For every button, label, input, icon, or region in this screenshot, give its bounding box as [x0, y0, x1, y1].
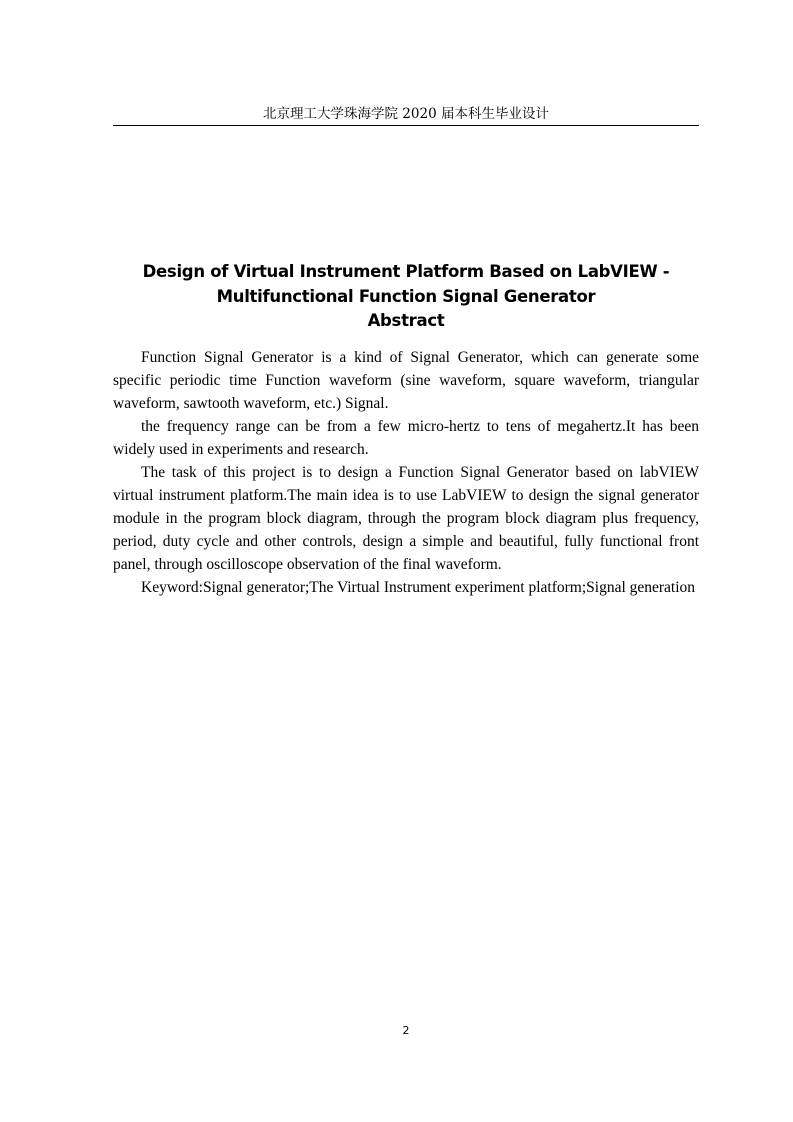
title-block [113, 260, 699, 334]
keywords-paragraph: Keyword:Signal generator;The Virtual Instrument experiment platform;Signal generation [141, 579, 696, 596]
abstract-heading: Abstract [367, 311, 445, 330]
page-number: 2 [402, 1024, 410, 1037]
title-line-2: Multifunctional Function Signal Generator [216, 286, 596, 306]
abstract-paragraph-2: the frequency range can be from a few micro-hertz to tens of megahertz.It has been widely used in experiments and research. [113, 418, 699, 458]
abstract-paragraph-1: Function Signal Generator is a kind of Signal Generator, which can generate some specific periodic time Function waveform (sine waveform, square waveform, triangular waveform, sawtooth waveform, etc.) Signal. [113, 349, 699, 412]
abstract-paragraph-3: The task of this project is to design a Function Signal Generator based on labVIEW virtual instrument platform.The main idea is to use LabVIEW to design the signal generator module in the program block diagram, through the program block diagram plus frequency, period, duty cycle and other controls, design a simple and beautiful, fully functional front panel, through oscilloscope observation of the final waveform. [113, 464, 699, 573]
abstract-body [113, 346, 699, 599]
header-divider [113, 125, 699, 126]
title-line-1: Design of Virtual Instrument Platform Based on LabVIEW - [142, 262, 670, 281]
page-header: 北京理工大学珠海学院 2020 届本科生毕业设计 [263, 106, 549, 122]
